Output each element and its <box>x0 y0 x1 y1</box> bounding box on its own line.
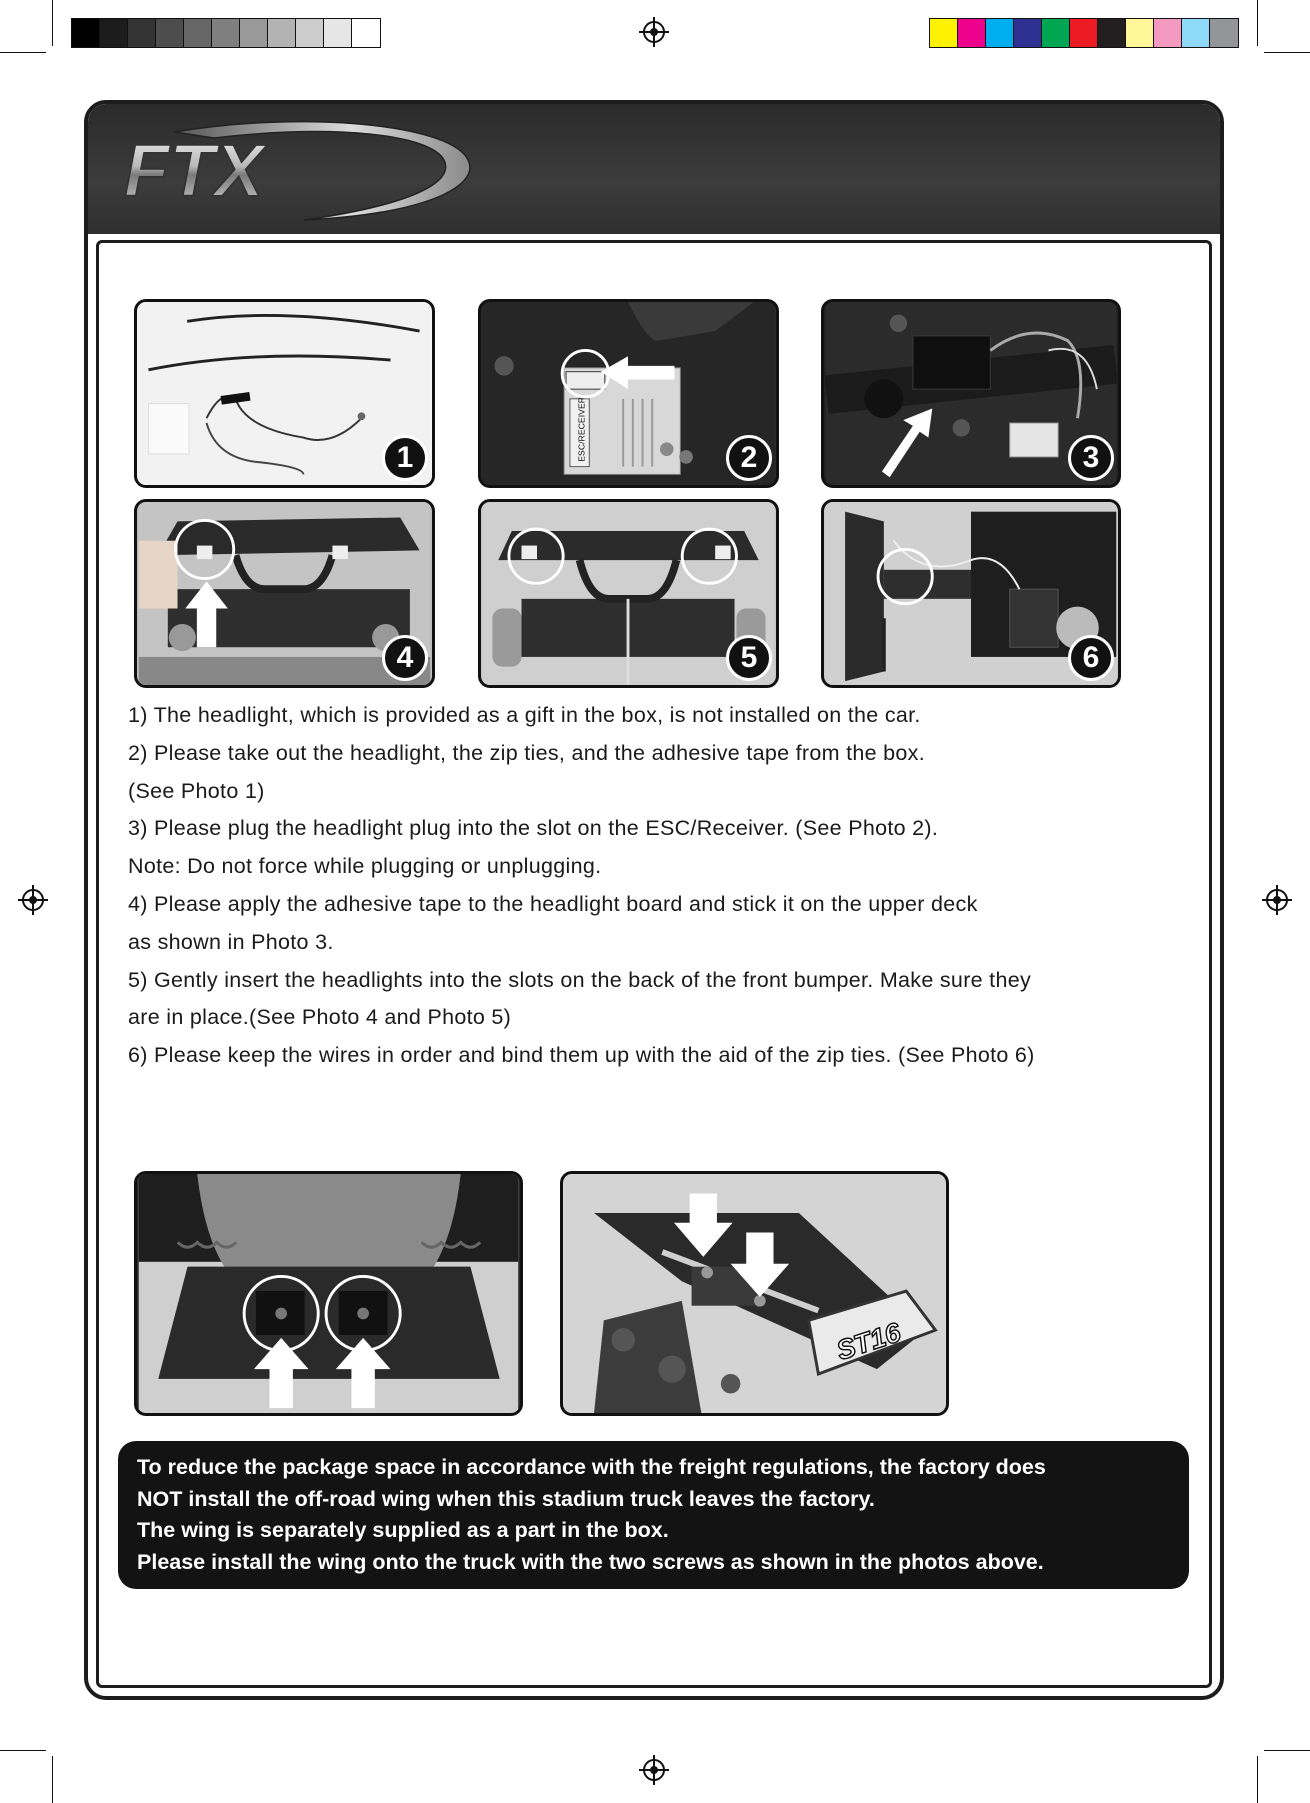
registration-mark-icon <box>22 889 44 911</box>
crop-mark <box>52 1756 53 1803</box>
crop-mark <box>1264 52 1310 53</box>
wing-mount-screws-image <box>137 1174 520 1413</box>
color-swatch <box>352 19 380 47</box>
crop-mark <box>0 1750 46 1751</box>
notice-line: NOT install the off-road wing when this stadium truck leaves the factory. <box>137 1486 875 1511</box>
color-swatch <box>128 19 156 47</box>
crop-mark <box>1257 0 1258 46</box>
instructions-list <box>128 697 1168 1075</box>
instruction-line: 2) Please take out the headlight, the zip ties, and the adhesive tape from the box. <box>128 740 926 765</box>
photo-number-badge: 6 <box>1068 635 1114 681</box>
color-swatch <box>1210 19 1238 47</box>
color-swatch <box>958 19 986 47</box>
registration-mark-icon <box>643 21 665 43</box>
color-swatch <box>212 19 240 47</box>
photo-1 <box>134 299 435 488</box>
instruction-line: are in place.(See Photo 4 and Photo 5) <box>128 1005 512 1030</box>
registration-mark-icon <box>643 1759 665 1781</box>
wing-mounted-photo <box>560 1171 949 1416</box>
color-swatch <box>156 19 184 47</box>
photo-number-badge: 5 <box>726 635 772 681</box>
color-swatch <box>184 19 212 47</box>
color-swatch <box>240 19 268 47</box>
process-color-bar <box>929 18 1239 48</box>
color-swatch <box>1182 19 1210 47</box>
color-swatch <box>296 19 324 47</box>
instruction-line: as shown in Photo 3. <box>128 929 334 954</box>
color-swatch <box>1070 19 1098 47</box>
wing-screws-photo <box>134 1171 523 1416</box>
shipping-notice <box>118 1441 1189 1589</box>
instruction-line: 4) Please apply the adhesive tape to the headlight board and stick it on the upper deck <box>128 891 978 916</box>
photo-3 <box>821 299 1121 488</box>
color-swatch <box>1098 19 1126 47</box>
color-swatch <box>1126 19 1154 47</box>
crop-mark <box>1257 1756 1258 1803</box>
photo-4 <box>134 499 435 688</box>
notice-line: To reduce the package space in accordance with the freight regulations, the factory does <box>137 1455 1046 1479</box>
wing-mounted-image <box>563 1174 946 1413</box>
photo-number-badge: 3 <box>1068 435 1114 481</box>
color-swatch <box>100 19 128 47</box>
photo-2 <box>478 299 779 488</box>
svg-text:ESC/RECEIVER: ESC/RECEIVER <box>576 396 587 462</box>
notice-line: The wing is separately supplied as a part in the box. <box>137 1518 669 1542</box>
color-swatch <box>1014 19 1042 47</box>
color-swatch <box>268 19 296 47</box>
photo-5 <box>478 499 779 688</box>
instruction-line: 6) Please keep the wires in order and bind them up with the aid of the zip ties. (See Photo 6) <box>128 1043 1035 1068</box>
photo-number-badge: 4 <box>382 635 428 681</box>
photo-number-badge: 2 <box>726 435 772 481</box>
instruction-line: 3) Please plug the headlight plug into the slot on the ESC/Receiver. (See Photo 2). <box>128 816 939 841</box>
color-swatch <box>72 19 100 47</box>
notice-line: Please install the wing onto the truck with the two screws as shown in the photos above. <box>137 1549 1044 1574</box>
grayscale-color-bar <box>71 18 381 48</box>
header-band <box>88 104 1220 234</box>
photo-6 <box>821 499 1121 688</box>
registration-mark-icon <box>1266 889 1288 911</box>
instruction-line: Note: Do not force while plugging or unplugging. <box>128 854 602 879</box>
color-swatch <box>324 19 352 47</box>
instruction-line: 1) The headlight, which is provided as a gift in the box, is not installed on the car. <box>128 703 921 727</box>
svg-text:FTX: FTX <box>124 129 264 212</box>
photo-number-badge: 1 <box>382 435 428 481</box>
color-swatch <box>1154 19 1182 47</box>
color-swatch <box>930 19 958 47</box>
crop-mark <box>52 0 53 46</box>
crop-mark <box>0 52 46 53</box>
ftx-logo <box>104 114 484 224</box>
instruction-line: (See Photo 1) <box>128 778 265 803</box>
color-swatch <box>1042 19 1070 47</box>
crop-mark <box>1264 1750 1310 1751</box>
instruction-line: 5) Gently insert the headlights into the slots on the back of the front bumper. Make sure they <box>128 967 1032 992</box>
svg-text:ST16: ST16 <box>832 1316 905 1366</box>
color-swatch <box>986 19 1014 47</box>
